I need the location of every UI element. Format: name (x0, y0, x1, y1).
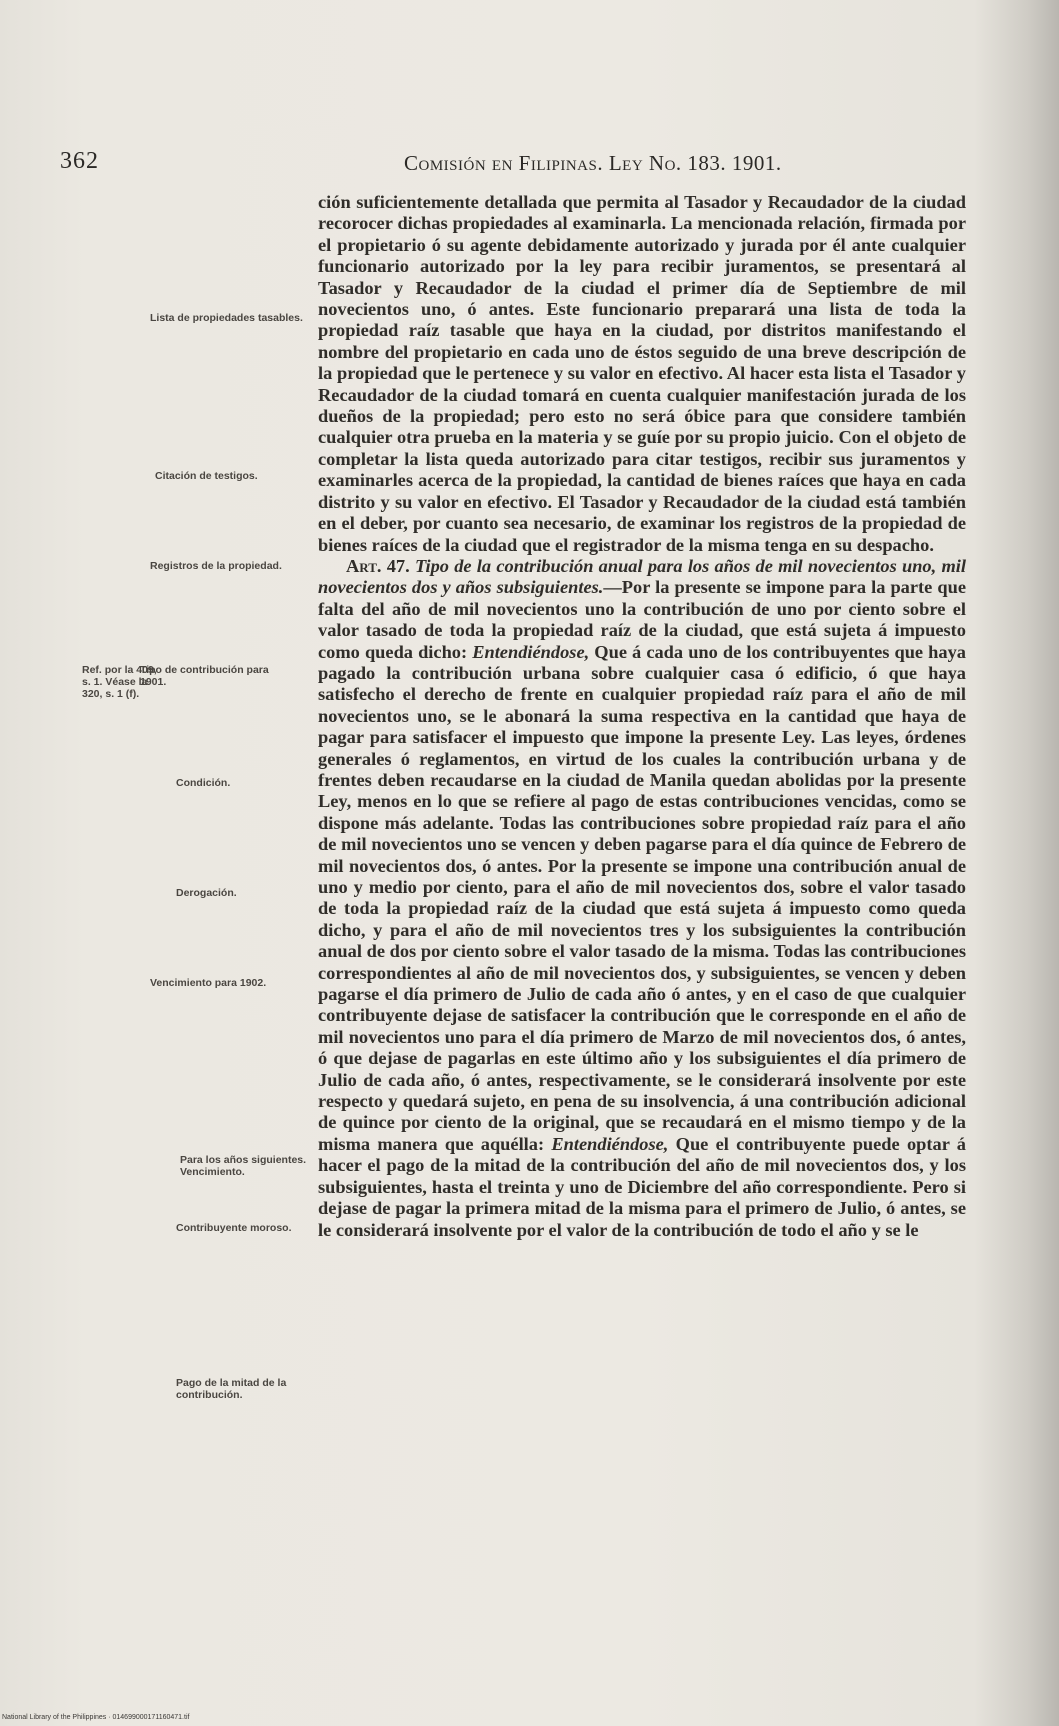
margin-note-para-anos: Para los años siguientes. Vencimiento. (180, 1154, 307, 1178)
body-text (318, 192, 966, 1241)
page-header (60, 148, 880, 178)
margin-note-derogacion: Derogación. (176, 887, 237, 899)
article-text-c: Que el contribuyente puede optar á hacer el pago de la mitad de la contribución del año de mil novecientos dos, y los subsiguientes, hasta el treinta y uno de Diciembre del año correspondiente. Pero si dejase de pagar la primera mitad de la misma para el primero de Julio, ó antes, se le considerará insolvente por el valor de la contribución de todo el año y se le (318, 1133, 966, 1240)
article-title: Tipo de la contribución anual para los años de mil novecientos uno, mil novecientos dos y años subsiguientes. (318, 555, 966, 598)
margin-note-reference: Ref. por la 409, s. 1. Véase la 320, s. 1 (f). (82, 664, 157, 700)
article-text-b: Que á cada uno de los contribuyentes que haya pagado la contribución urbana sobre cualquier casa ó edificio, ó que haya satisfecho el derecho de frente en cualquier propiedad raíz para el año de mil novecientos uno, se le abonará la suma respectiva en la cantidad que haya de pagar para satisfacer el impuesto que impone la presente Ley. Las leyes, órdenes generales ó reglamentos, en virtud de los cuales la contribución urbana y de frentes deben recaudarse en la ciudad de Manila quedan abolidas por la presente Ley, menos en lo que se refiere al pago de estas contribuciones vencidas, como se dispone más adelante. Todas las contribuciones sobre propiedad raíz para el año de mil novecientos uno se vencen y deben pagarse para el día quince de Febrero de mil novecientos dos, ó antes. Por la presente se impone una contribución anual de uno y medio por ciento, para el año de mil novecientos dos, sobre el valor tasado de toda la propiedad raíz de la ciudad que está sujeta á impuesto como queda dicho, y para el año de mil novecientos tres y los subsiguientes la contribución anual de dos por ciento sobre el valor tasado de la misma. Todas las contribuciones correspondientes al año de mil novecientos dos, y subsiguientes, se vencen y deben pagarse el día primero de Julio de cada año ó antes, y en el caso de que cualquier contribuyente dejase de satisfacer la contribución que le corresponde en el año de mil novecientos uno para el día primero de Marzo de mil novecientos dos, ó antes, ó que dejase de pagarlas en este último año y los subsiguientes el día primero de Julio de cada año, ó antes, respectivamente, se le considerará insolvente por este respecto y quedará sujeto, en pena de su insolvencia, á una contribución adicional de quince por ciento de la original, que se recaudará en el mismo tiempo y de la misma manera que aquélla: (318, 641, 966, 1154)
margin-note-pago-mitad: Pago de la mitad de la contribución. (176, 1377, 287, 1401)
margin-note-tipo: Tipo de contribución para 1901. (140, 664, 269, 688)
margin-note-condicion: Condición. (176, 777, 231, 789)
article-47 (318, 556, 966, 1241)
article-label: Art. 47. (346, 555, 410, 576)
proviso-2: Entendiéndose, (551, 1133, 669, 1154)
paragraph-continuation: ción suficientemente detallada que permita al Tasador y Recaudador de la ciudad recorocer dichas propiedades al examinarla. La mencionada relación, firmada por el propietario ó su agente debidamente autorizado y jurada por él ante cualquier funcionario autorizado por la ley para recibir juramentos, se presentará al Tasador y Recaudador de la ciudad el primer día de Septiembre de mil novecientos uno, ó antes. Este funcionario preparará una lista de toda la propiedad raíz tasable que haya en la ciudad, por distritos manifestando el nombre del propietario en cada uno de éstos seguido de una breve descripción de la propiedad que le pertenece y su valor en efectivo. Al hacer esta lista el Tasador y Recaudador de la ciudad tomará en cuenta cualquier manifestación jurada de los dueños de la propiedad; pero esto no será óbice para que considere también cualquier otra prueba en la materia y se guíe por su propio juicio. Con el objeto de completar la lista queda autorizado para citar testigos, recibir sus juramentos y examinarles acerca de la propiedad, la cantidad de bienes raíces que haya en cada distrito y su valor en efectivo. El Tasador y Recaudador de la ciudad está también en el deber, por cuanto sea necesario, de examinar los registros de la propiedad de bienes raíces de la ciudad que el registrador de la misma tenga en su despacho. (318, 192, 966, 555)
margin-note-vencimiento-1902: Vencimiento para 1902. (150, 977, 267, 989)
margin-note-contribuyente-moroso: Contribuyente moroso. (176, 1222, 292, 1234)
margin-note-lista: Lista de propiedades tasables. (150, 312, 303, 324)
margin-note-citacion: Citación de testigos. (155, 470, 258, 482)
running-head: Comisión en Filipinas. Ley No. 183. 1901. (404, 151, 782, 175)
scan-credit: National Library of the Philippines · 014699000171160471.tif (2, 1714, 190, 1721)
proviso-1: Entendiéndose, (472, 641, 590, 662)
article-text-a: —Por la presente se impone para la parte que falta del año de mil novecientos uno la contribución de uno por ciento sobre el valor tasado de toda la propiedad raíz de la ciudad, que está sujeta á impuesto como queda dicho: (318, 577, 966, 662)
page-number: 362 (60, 148, 99, 174)
margin-note-registros: Registros de la propiedad. (150, 560, 282, 572)
